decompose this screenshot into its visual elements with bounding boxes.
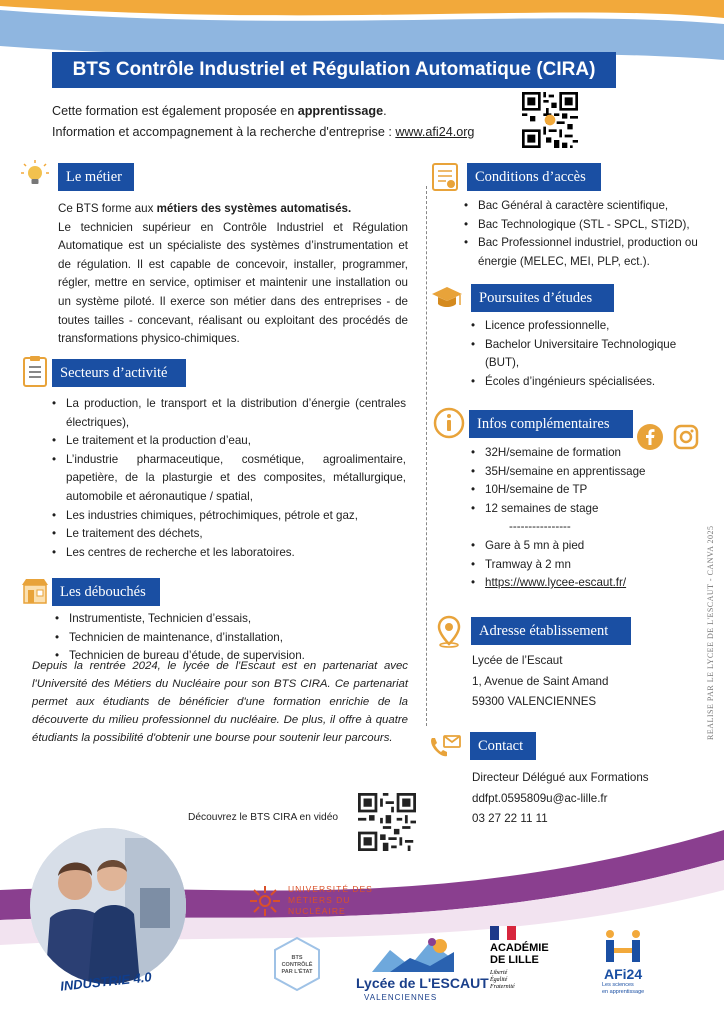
conditions-list: [464, 197, 704, 271]
contact-phone[interactable]: 03 27 22 11 11: [472, 812, 548, 825]
industrie-40-label: INDUSTRIE 4.0: [59, 969, 153, 994]
partnership-text: Depuis la rentrée 2024, le lycée de l'Escaut est en partenariat avec l'Université des Métiers du Nucléaire pour son BTS CIRA. Ce partenariat permet aux étudiants de bénéficier d'une formation enrichie de la découverte du milieu professionnel du nucléaire. De plus, il offre à quatre étudiants la possibilité d'obtenir une bourse pour soutenir leur parcours.: [32, 660, 408, 744]
intro-text: Cette formation est également proposée en apprentissage. Information et accompagnement à la recherche d'entreprise : www.afi24.org: [52, 104, 475, 139]
list-item: • Technicien de maintenance, d’installation,: [55, 629, 405, 648]
info-icon: [432, 406, 466, 440]
lightbulb-icon: [18, 158, 52, 192]
afi24-logo-text: AFi24: [604, 966, 643, 982]
list-item: • 12 semaines de stage: [471, 500, 701, 519]
clipboard-icon: [18, 354, 52, 388]
list-item: • Le traitement et la production d’eau,: [52, 432, 406, 451]
marianne-flag-icon: [490, 926, 516, 940]
section-heading-poursuites: Poursuites d’études: [471, 284, 614, 312]
graduation-cap-icon: [430, 281, 464, 315]
section-heading-metier: Le métier: [58, 163, 134, 191]
metier-text: Ce BTS forme aux métiers des systèmes automatisés. Le technicien supérieur en Contrôle Industriel et Régulation Automatique est un spécialiste des systèmes d’instrumentation et de régulation. Il est capable de concevoir, installer, programmer, régler, mettre en service, optimiser et maintenir une installation ou un système piloté. Il exerce son métier dans des entreprises - de toutes tailles - concevant, réalisant ou exploitant des procédés de transformations physico-chimiques.: [58, 202, 408, 346]
list-item: • Instrumentiste, Technicien d’essais,: [55, 610, 405, 629]
list-item: • La production, le transport et la distribution d’énergie (centrales électriques),: [52, 395, 406, 432]
section-heading-infos: Infos complémentaires: [469, 410, 633, 438]
credit-vertical-text: REALISE PAR LE LYCEE DE L'ESCAUT - CANVA 2025: [706, 525, 715, 740]
afi24-link[interactable]: www.afi24.org: [395, 125, 475, 139]
list-item: • Bac Technologique (STL - SPCL, STi2D),: [464, 216, 704, 235]
lycee-logo-graphic: [370, 936, 456, 974]
list-item: • Écoles d’ingénieurs spécialisées.: [471, 373, 711, 392]
list-item: • Licence professionnelle,: [471, 317, 711, 336]
list-item: • Les centres de recherche et les laboratoires.: [52, 544, 406, 563]
document-icon: [428, 160, 462, 194]
lycee-logo-city: VALENCIENNES: [364, 993, 438, 1002]
section-heading-contact: Contact: [470, 732, 536, 760]
location-pin-icon: [432, 614, 466, 648]
list-item: • Bachelor Universitaire Technologique (BUT),: [471, 336, 711, 373]
academie-logo-text: ACADÉMIE DE LILLE: [490, 942, 549, 966]
poursuites-list: [471, 317, 711, 391]
page-title: BTS Contrôle Industriel et Régulation Automatique (CIRA): [52, 52, 616, 88]
section-heading-secteurs: Secteurs d’activité: [52, 359, 186, 387]
lycee-website-link[interactable]: https://www.lycee-escaut.fr/: [485, 576, 627, 590]
list-separator: ----------------: [509, 520, 571, 534]
list-item: • Bac Général à caractère scientifique,: [464, 197, 704, 216]
section-heading-debouches: Les débouchés: [52, 578, 160, 606]
address-block: Lycée de l’Escaut 1, Avenue de Saint Amand 59300 VALENCIENNES: [472, 654, 609, 708]
contact-email[interactable]: ddfpt.0595809u@ac-lille.fr: [472, 791, 608, 805]
photo-illustration: [30, 828, 186, 984]
list-item: • Bac Professionnel industriel, production ou énergie (MELEC, MEI, PLP, ect.).: [464, 234, 704, 271]
list-item: • Technicien de bureau d’étude, de supervision.: [55, 647, 405, 666]
qr-code-afi24[interactable]: [522, 92, 578, 148]
umn-logo-icon: [248, 884, 282, 918]
video-caption: Découvrez le BTS CIRA en vidéo: [188, 812, 339, 823]
academie-motto: Liberté Égalité Fraternité: [490, 970, 515, 990]
section-heading-conditions: Conditions d’accès: [467, 163, 601, 191]
list-item: • 10H/semaine de TP: [471, 481, 701, 500]
afi24-logo-subtext: Les sciences en apprentissage: [602, 982, 645, 995]
students-photo: [30, 828, 186, 984]
column-divider: [426, 186, 427, 726]
afi24-logo-graphic: [600, 928, 646, 964]
list-item: • 35H/semaine en apprentissage: [471, 463, 701, 482]
infos-list: [471, 444, 701, 593]
list-item: • L’industrie pharmaceutique, cosmétique, agroalimentaire, papetière, de la plasturgie et des composites, métallurgique, automobile et aéronautique / spatial,: [52, 451, 406, 507]
list-item: • Le traitement des déchets,: [52, 525, 406, 544]
list-item: • 32H/semaine de formation: [471, 444, 701, 463]
shop-icon: [18, 575, 52, 609]
mail-phone-icon: [428, 730, 462, 764]
section-heading-adresse: Adresse établissement: [471, 617, 631, 645]
list-item: • Tramway à 2 mn: [471, 556, 701, 575]
umn-logo-text: UNIVERSITÉ DES MÉTIERS DU NUCLÉAIRE: [288, 884, 373, 916]
bts-badge-text: BTS CONTRÔLÉ PAR L'ÉTAT: [281, 955, 313, 975]
list-item: [471, 574, 701, 593]
secteurs-list: [52, 395, 406, 562]
lycee-logo-text: Lycée de L'ESCAUT: [356, 975, 489, 991]
list-item: • Gare à 5 mn à pied: [471, 537, 701, 556]
list-item: • Les industries chimiques, pétrochimiques, pétrole et gaz,: [52, 507, 406, 526]
contact-block: Directeur Délégué aux Formations ddfpt.0595809u@ac-lille.fr 03 27 22 11 11: [472, 768, 649, 830]
